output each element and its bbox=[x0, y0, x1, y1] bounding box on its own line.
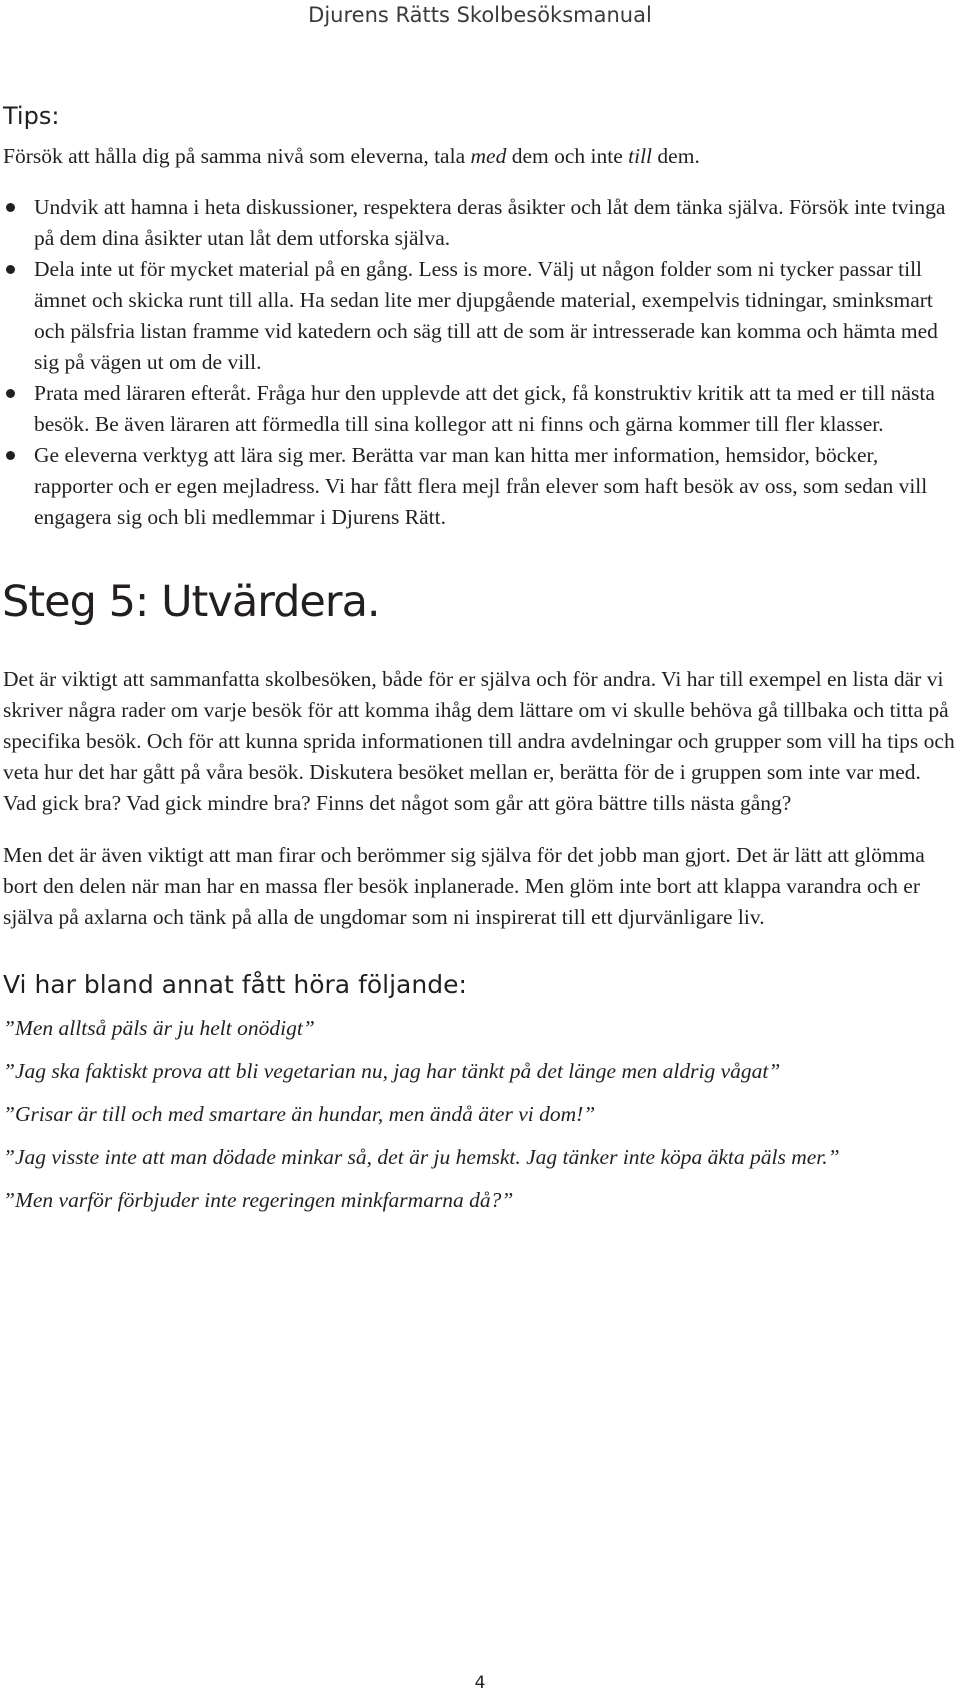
tips-intro-middle: dem och inte bbox=[506, 144, 629, 168]
student-quote: ”Jag ska faktiskt prova att bli vegetarian nu, jag har tänkt på det länge men aldrig vågat” bbox=[3, 1059, 781, 1083]
student-quote: ”Grisar är till och med smartare än hundar, men ändå äter vi dom!” bbox=[3, 1102, 596, 1126]
tips-list-item: Prata med läraren efteråt. Fråga hur den upplevde att det gick, få konstruktiv kritik att ta med er till nästa besök. Be även läraren att förmedla till sina kollegor att ni finns och gärna kommer till fler klasser. bbox=[3, 378, 956, 440]
tips-intro-end: dem. bbox=[652, 144, 700, 168]
student-quote: ”Men alltså päls är ju helt onödigt” bbox=[3, 1016, 315, 1040]
page-content bbox=[3, 99, 956, 1228]
step5-paragraph: Det är viktigt att sammanfatta skolbesöken, både för er själva och för andra. Vi har till exempel en lista där vi skriver några rader om varje besök för att komma ihåg dem lättare om vi skulle behöva gå tillbaka och titta på specifika besök. Och för att kunna sprida informationen till andra avdelningar och grupper som vill ha tips och veta hur det har gått på våra besök. Diskutera besöket mellan er, berätta för de i gruppen som inte var med. Vad gick bra? Vad gick mindre bra? Finns det något som går att göra bättre tills nästa gång? bbox=[3, 667, 955, 815]
tips-list-item: Undvik att hamna i heta diskussioner, respektera deras åsikter och låt dem tänka själva. Försök inte tvinga på dem dina åsikter utan låt dem utforska själva. bbox=[3, 192, 956, 254]
tips-list-item: Ge eleverna verktyg att lära sig mer. Berätta var man kan hitta mer information, hemsidor, böcker, rapporter och er egen mejladress. Vi har fått flera mejl från elever som haft besök av oss, som sedan vill engagera sig och bli medlemmar i Djurens Rätt. bbox=[3, 440, 956, 533]
tips-intro-emphasis-med: med bbox=[470, 144, 507, 168]
running-header: Djurens Rätts Skolbesöksmanual bbox=[308, 3, 652, 27]
student-quote: ”Jag visste inte att man dödade minkar så, det är ju hemskt. Jag tänker inte köpa äkta päls mer.” bbox=[3, 1145, 840, 1169]
tips-list bbox=[3, 192, 956, 533]
tips-list-item: Dela inte ut för mycket material på en gång. Less is more. Välj ut någon folder som ni tycker passar till ämnet och skicka runt till alla. Ha sedan lite mer djupgående material, exempelvis tidningar, sminksmart och pälsfria listan framme vid katedern och säg till att de som är intresserade kan komma och hämta med sig på vägen ut om de vill. bbox=[3, 254, 956, 378]
quotes-heading: Vi har bland annat fått höra följande: bbox=[3, 970, 467, 999]
step5-paragraph: Men det är även viktigt att man firar och berömmer sig själva för det jobb man gjort. Det är lätt att glömma bort den delen när man har en massa fler besök inplanerade. Men glöm inte bort att klappa varandra och er själva på axlarna och tänk på alla de ungdomar som ni inspirerat till ett djurvänligare liv. bbox=[3, 843, 925, 929]
step5-heading: Steg 5: Utvärdera. bbox=[2, 577, 380, 627]
tips-intro-emphasis-till: till bbox=[628, 144, 653, 168]
tips-intro-start: Försök att hålla dig på samma nivå som eleverna, tala bbox=[3, 144, 471, 168]
tips-heading: Tips: bbox=[3, 102, 60, 130]
student-quote: ”Men varför förbjuder inte regeringen minkfarmarna då?” bbox=[3, 1188, 514, 1212]
page-number: 4 bbox=[474, 1673, 486, 1693]
tips-intro bbox=[3, 141, 956, 172]
